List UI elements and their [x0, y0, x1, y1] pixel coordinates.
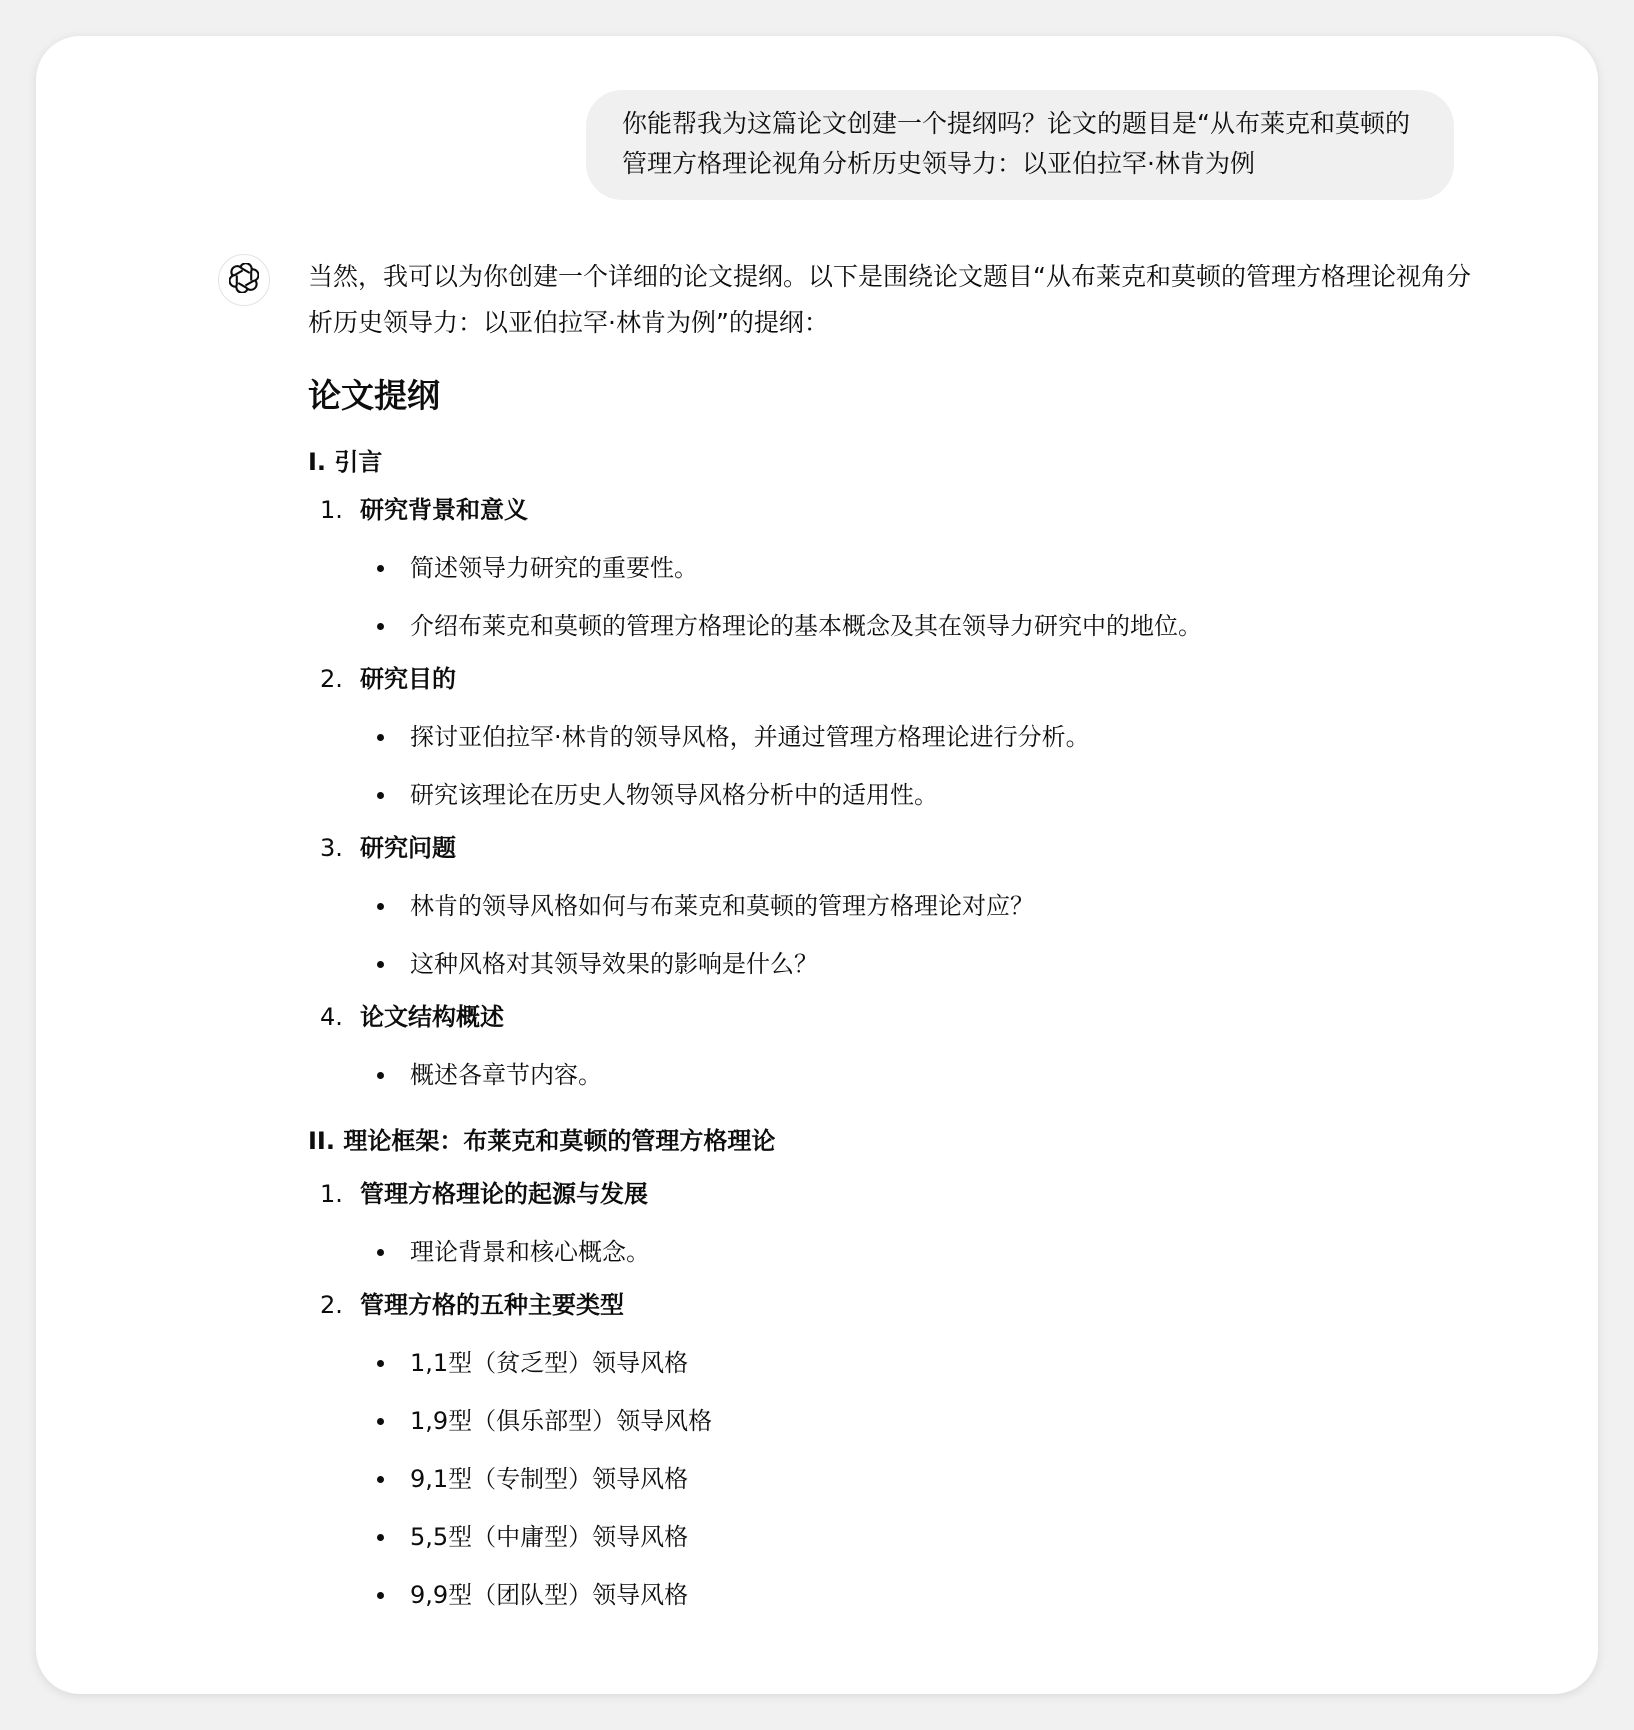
bullet-dot — [377, 565, 384, 572]
subsection-title — [308, 830, 1488, 866]
assistant-intro: 当然，我可以为你创建一个详细的论文提纲。以下是围绕论文题目“从布莱克和莫顿的管理方格理论视角分析历史领导力：以亚伯拉罕·林肯为例”的提纲： — [308, 262, 1471, 337]
list-item — [308, 1577, 1488, 1613]
subsection-label: 研究目的 — [360, 665, 456, 693]
list-item — [308, 1403, 1488, 1439]
bullet-dot — [377, 623, 384, 630]
subsection-number: 4. — [320, 1003, 343, 1031]
list-item-text: 9,1型（专制型）领导风格 — [410, 1465, 689, 1493]
list-item-text: 9,9型（团队型）领导风格 — [410, 1581, 689, 1609]
outline-heading: 论文提纲 — [308, 376, 440, 415]
subsection-title — [308, 1287, 1488, 1323]
subsection-number: 2. — [320, 1291, 343, 1319]
subsection-title — [308, 492, 1488, 528]
bullet-dot — [377, 792, 384, 799]
subsection-number: 1. — [320, 496, 343, 524]
user-message-bubble — [586, 90, 1454, 200]
user-message-text: 你能帮我为这篇论文创建一个提纲吗？论文的题目是“从布莱克和莫顿的管理方格理论视角分析历史领导力：以亚伯拉罕·林肯为例 — [622, 109, 1410, 178]
list-item — [308, 1234, 1488, 1270]
bullet-dot — [377, 1360, 384, 1367]
assistant-message — [308, 254, 1488, 1613]
section-title: I. 引言 — [308, 448, 383, 476]
subsection-label: 论文结构概述 — [360, 1003, 504, 1031]
subsection-label: 管理方格的五种主要类型 — [360, 1291, 624, 1319]
subsection-label: 管理方格理论的起源与发展 — [360, 1180, 648, 1208]
list-item — [308, 719, 1488, 755]
subsection-title — [308, 1176, 1488, 1212]
subsection-label: 研究问题 — [360, 834, 456, 862]
bullet-dot — [377, 1418, 384, 1425]
subsection-number: 1. — [320, 1180, 343, 1208]
list-item — [308, 1345, 1488, 1381]
bullet-dot — [377, 961, 384, 968]
bullet-dot — [377, 734, 384, 741]
bullet-dot — [377, 1534, 384, 1541]
bullet-dot — [377, 1476, 384, 1483]
subsection-title — [308, 999, 1488, 1035]
list-item-text: 简述领导力研究的重要性。 — [410, 554, 698, 582]
list-item-text: 林肯的领导风格如何与布莱克和莫顿的管理方格理论对应？ — [410, 892, 1034, 920]
list-item-text: 介绍布莱克和莫顿的管理方格理论的基本概念及其在领导力研究中的地位。 — [410, 612, 1202, 640]
list-item — [308, 1461, 1488, 1497]
openai-logo-icon — [229, 263, 259, 297]
subsection-label: 研究背景和意义 — [360, 496, 528, 524]
list-item-text: 5,5型（中庸型）领导风格 — [410, 1523, 689, 1551]
list-item-text: 这种风格对其领导效果的影响是什么？ — [410, 950, 818, 978]
subsection-number: 2. — [320, 665, 343, 693]
assistant-avatar — [218, 254, 270, 306]
bullet-dot — [377, 1249, 384, 1256]
bullet-dot — [377, 1592, 384, 1599]
chat-panel — [36, 36, 1598, 1694]
list-item-text: 1,1型（贫乏型）领导风格 — [410, 1349, 689, 1377]
bullet-dot — [377, 1072, 384, 1079]
list-item-text: 研究该理论在历史人物领导风格分析中的适用性。 — [410, 781, 938, 809]
section-title: II. 理论框架：布莱克和莫顿的管理方格理论 — [308, 1127, 776, 1155]
list-item — [308, 1519, 1488, 1555]
list-item — [308, 888, 1488, 924]
list-item-text: 理论背景和核心概念。 — [410, 1238, 650, 1266]
list-item-text: 概述各章节内容。 — [410, 1061, 602, 1089]
subsection-number: 3. — [320, 834, 343, 862]
bullet-dot — [377, 903, 384, 910]
list-item — [308, 946, 1488, 982]
list-item-text: 探讨亚伯拉罕·林肯的领导风格，并通过管理方格理论进行分析。 — [410, 723, 1090, 751]
list-item — [308, 608, 1488, 644]
list-item — [308, 777, 1488, 813]
subsection-title — [308, 661, 1488, 697]
list-item-text: 1,9型（俱乐部型）领导风格 — [410, 1407, 713, 1435]
list-item — [308, 1057, 1488, 1093]
list-item — [308, 550, 1488, 586]
